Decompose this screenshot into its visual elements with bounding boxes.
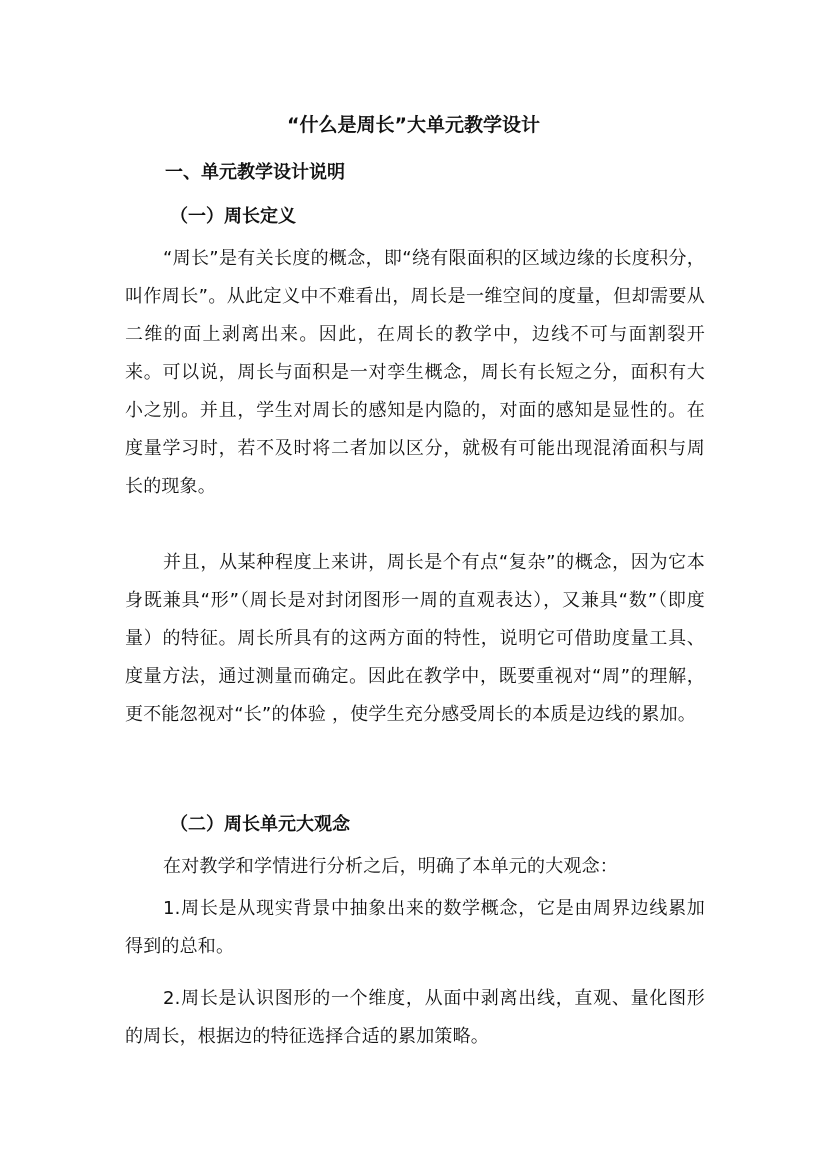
paragraph-definition: “周长”是有关长度的概念，即“绕有限面积的区域边缘的长度积分，叫作周长”。从此定义中不难看出，周长是一维空间的度量，但却需要从二维的面上剥离出来。因此，在周长的教学中，边线不可与面割裂开来。可以说，周长与面积是一对孪生概念，周长有长短之分，面积有大小之别。并且，学生对周长的感知是内隐的，对面的感知是显性的。在度量学习时，若不及时将二者加以区分，就极有可能出现混淆面积与周长的现象。 (125, 248, 705, 497)
document-title: “什么是周长”大单元教学设计 (287, 114, 540, 136)
section-heading-unit-design: 一、单元教学设计说明 (165, 162, 345, 183)
list-item-2: 2.周长是认识图形的一个维度，从面中剥离出线，直观、量化图形的周长，根据边的特征选择合适的累加策略。 (125, 988, 705, 1047)
paragraph-characteristics: 并且，从某种程度上来讲，周长是个有点“复杂”的概念，因为它本身既兼具“形”（周长是对封闭图形一周的直观表达），又兼具“数”（即度量）的特征。周长所具有的这两方面的特性，说明它可借助度量工具、度量方法，通过测量而确定。因此在教学中，既要重视对“周”的理解，更不能忽视对“长”的体验 ，使学生充分感受周长的本质是边线的累加。 (125, 552, 705, 725)
subsection-heading-definition: （一）周长定义 (170, 206, 296, 227)
paragraph-big-idea-intro: 在对教学和学情进行分析之后，明确了本单元的大观念： (163, 856, 618, 877)
list-item-1: 1.周长是从现实背景中抽象出来的数学概念，它是由周界边线累加得到的总和。 (125, 898, 705, 957)
subsection-heading-big-idea: （二）周长单元大观念 (170, 814, 350, 835)
